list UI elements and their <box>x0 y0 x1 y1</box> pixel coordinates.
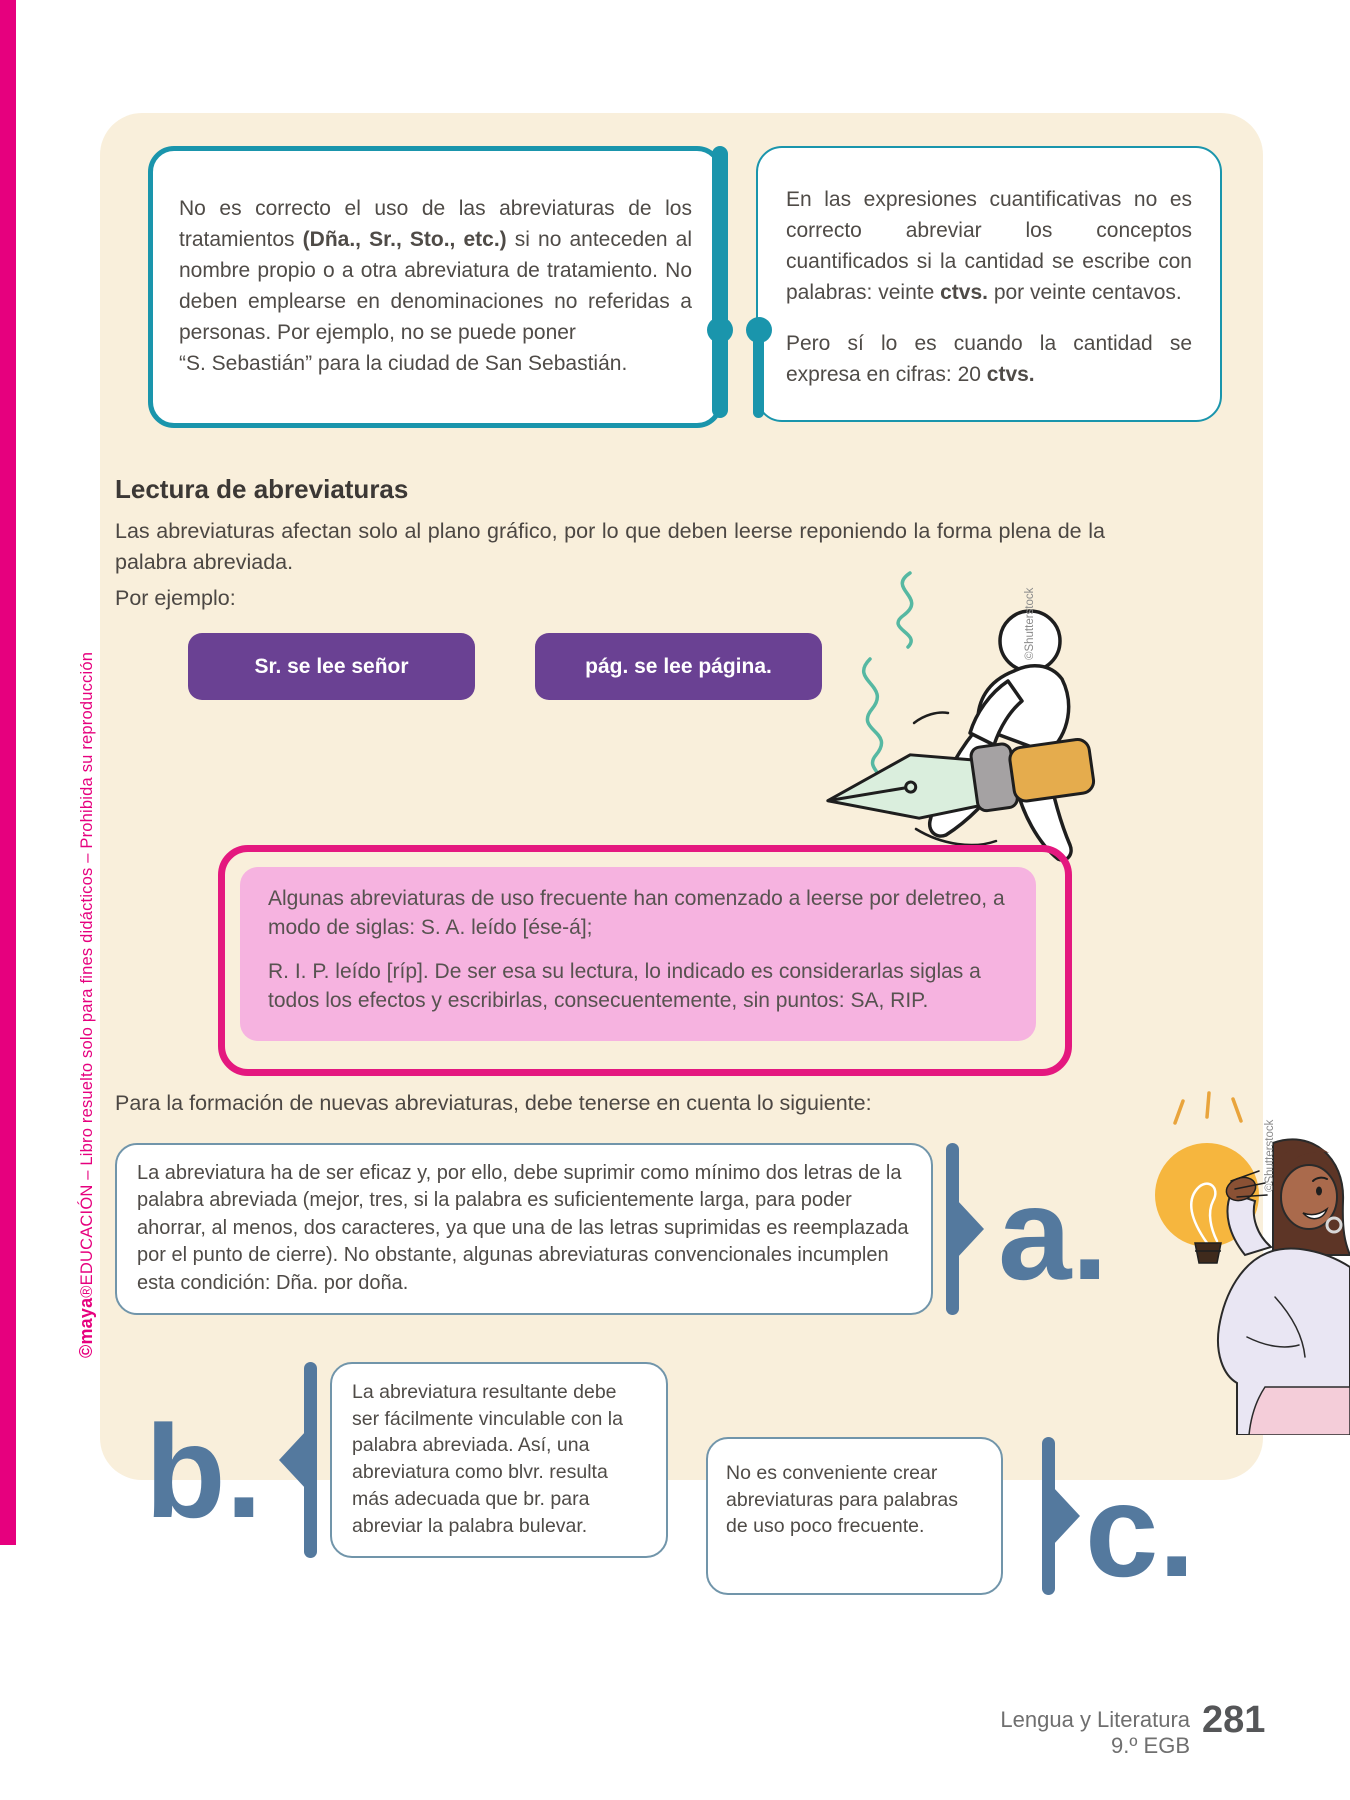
publisher-brand: ©maya <box>76 1297 96 1358</box>
callout-left-text-3: “S. Sebastián” para la ciudad de San Sebastián. <box>179 352 628 376</box>
callout-right-accent-bar <box>753 330 764 418</box>
callout-left-example-line <box>179 348 692 379</box>
callout-right-bold-2: ctvs. <box>986 363 1035 387</box>
section-heading: Lectura de abreviaturas <box>115 474 409 504</box>
publisher-watermark <box>76 652 97 1358</box>
callout-right-text-3: Pero sí lo es cuando la cantidad se expresa en cifras: 20 <box>786 332 1192 387</box>
shutterstock-credit-woman: ©Shutterstock <box>1264 1119 1276 1192</box>
bracket-c-point-icon <box>1053 1487 1080 1545</box>
bracket-b-bar <box>304 1362 317 1558</box>
connector-dot-right <box>746 317 772 343</box>
connector-dot-left <box>707 317 733 343</box>
publisher-watermark-rest: – Libro resuelto solo para fines didácticos – Prohibida su reproducción <box>78 651 96 1185</box>
footer-page-number: 281 <box>1202 1699 1266 1741</box>
callout-right-text-2: por veinte centavos. <box>987 281 1182 305</box>
example-label: Por ejemplo: <box>115 586 236 610</box>
publisher-brand-suffix: ®EDUCACIÓN <box>78 1184 96 1298</box>
formation-item-a-text: La abreviatura ha de ser eficaz y, por ello, debe suprimir como mínimo dos letras de la palabra abreviada (mejor, tres, si la palabra es suficientemente larga, para poder ahorrar, al menos, dos caracteres, ya que una de las letras suprimidas es reemplazada por el punto de cierre). No obstante, algunas abreviaturas convencionales incumplen esta condición: Dña. por doña. <box>137 1162 909 1294</box>
section-intro: Las abreviaturas afectan solo al plano gráfico, por lo que deben leerse reponiendo la forma plena de la palabra abreviada. <box>115 519 1105 575</box>
footer-subject: Lengua y Literatura <box>1000 1707 1190 1732</box>
callout-quantified-expressions <box>756 146 1222 422</box>
callout-right-paragraph-1 <box>786 184 1192 308</box>
example-chip-senor <box>188 633 475 700</box>
pen-person-illustration <box>818 563 1103 868</box>
example-chip-pagina <box>535 633 822 700</box>
shutterstock-credit-pen: ©Shutterstock <box>1024 587 1036 660</box>
callout-left-text-2: si no anteceden al nombre propio o a otra abreviatura de tratamiento. No deben emplearse en denominaciones no referidas a personas. Por ejemplo, no se puede poner <box>179 228 693 345</box>
formation-item-a-box <box>115 1143 933 1315</box>
formation-item-b-text: La abreviatura resultante debe ser fácilmente vinculable con la palabra abreviada. Así, una abreviatura como blvr. resulta más adecuada que br. para abreviar la palabra bulevar. <box>352 1381 623 1537</box>
formation-item-b-label: b. <box>145 1398 263 1545</box>
bracket-b-point-icon <box>279 1431 306 1489</box>
pink-note-paragraph-2: R. I. P. leído [ríp]. De ser esa su lectura, lo indicado es considerarlas siglas a todos los efectos y escribirlas, consecuentemente, sin puntos: SA, RIP. <box>268 959 981 1013</box>
formation-intro: Para la formación de nuevas abreviaturas, debe tenerse en cuenta lo siguiente: <box>115 1091 872 1115</box>
formation-item-c-box <box>706 1437 1003 1595</box>
left-edge-bar <box>0 0 16 1545</box>
pink-note-paragraph-1: Algunas abreviaturas de uso frecuente han comenzado a leerse por deletreo, a modo de siglas: S. A. leído [ése-á]; <box>268 887 1005 940</box>
formation-item-c-text: No es conveniente crear abreviaturas para palabras de uso poco frecuente. <box>726 1462 958 1538</box>
callout-right-bold-1: ctvs. <box>940 281 988 305</box>
lightbulb-woman-illustration <box>1125 1085 1350 1435</box>
pink-note <box>240 867 1036 1041</box>
callout-left-text-1: No es correcto el uso de las abreviaturas de los tratamientos <box>179 197 692 252</box>
callout-left-paragraph <box>179 193 692 348</box>
footer-grade: 9.º EGB <box>1111 1733 1190 1758</box>
callout-abbreviation-treatments <box>148 146 723 428</box>
callout-left-accent-bar <box>712 146 728 418</box>
formation-item-b-box <box>330 1362 668 1558</box>
example-chip-pagina-label: pág. se lee página. <box>585 654 772 678</box>
example-chip-senor-label: Sr. se lee señor <box>254 654 409 678</box>
callout-right-text-1: En las expresiones cuantificativas no es correcto abreviar los conceptos cuantificados si la cantidad se escribe con palabras: veinte <box>786 188 1192 305</box>
formation-item-c-label: c. <box>1085 1457 1196 1604</box>
callout-right-paragraph-2 <box>786 328 1192 390</box>
callout-left-bold: (Dña., Sr., Sto., etc.) <box>302 228 507 252</box>
formation-item-a-label: a. <box>998 1160 1109 1307</box>
bracket-a-point-icon <box>957 1200 984 1258</box>
